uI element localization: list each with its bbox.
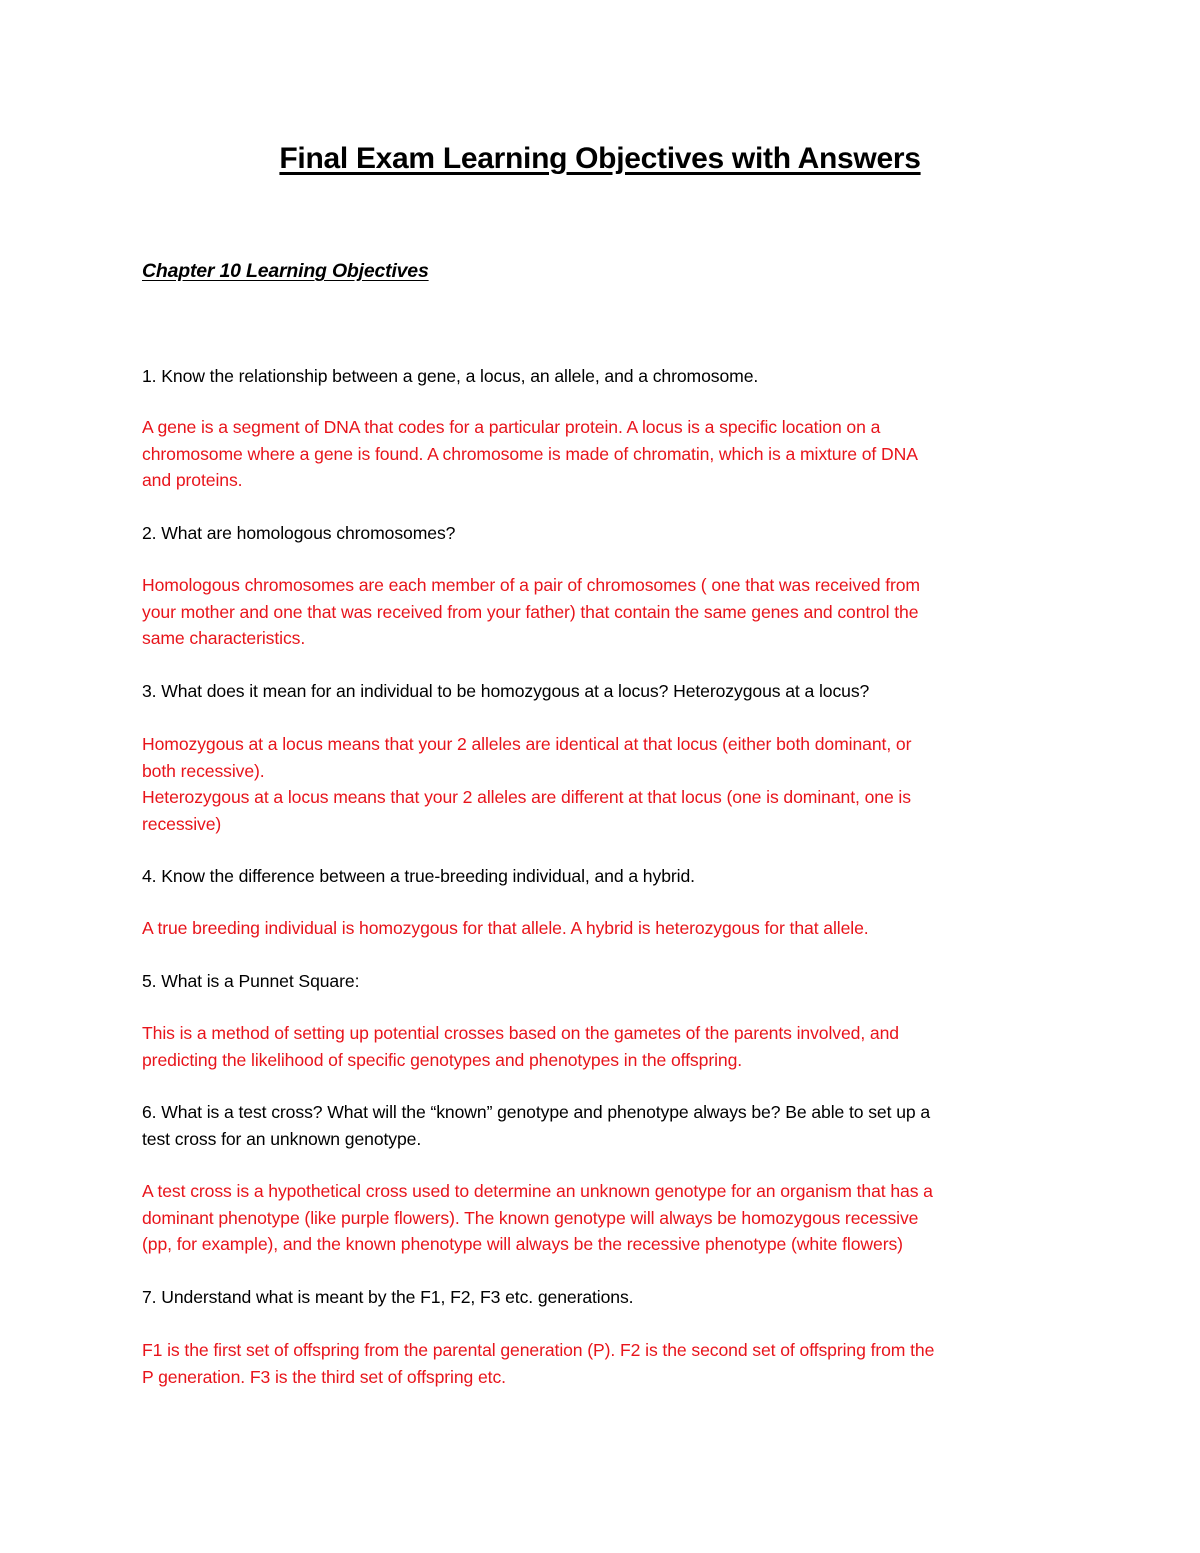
answer-6 xyxy=(142,1178,1062,1258)
answer-2-line: Homologous chromosomes are each member of a pair of chromosomes ( one that was received from xyxy=(142,575,920,595)
answer-6-line: dominant phenotype (like purple flowers). The known genotype will always be homozygous recessive xyxy=(142,1207,919,1228)
answer-1-line: chromosome where a gene is found. A chromosome is made of chromatin, which is a mixture of DNA xyxy=(142,443,918,464)
answer-4-line: A true breeding individual is homozygous for that allele. A hybrid is heterozygous for that allele. xyxy=(142,918,869,938)
answer-4 xyxy=(142,915,1062,942)
answer-5-line: predicting the likelihood of specific genotypes and phenotypes in the offspring. xyxy=(142,1049,743,1070)
answer-2-line: your mother and one that was received from your father) that contain the same genes and control the xyxy=(142,601,919,622)
answer-1-line: A gene is a segment of DNA that codes for a particular protein. A locus is a specific location on a xyxy=(142,417,881,437)
answer-3-line: both recessive). xyxy=(142,760,265,781)
answer-1 xyxy=(142,414,1062,494)
answer-2 xyxy=(142,572,1062,652)
question-5: 5. What is a Punnet Square: xyxy=(142,971,360,991)
question-7: 7. Understand what is meant by the F1, F2, F3 etc. generations. xyxy=(142,1287,634,1307)
answer-7-line: P generation. F3 is the third set of offspring etc. xyxy=(142,1366,506,1387)
answer-6-line: (pp, for example), and the known phenotype will always be the recessive phenotype (white flowers) xyxy=(142,1234,903,1254)
answer-7 xyxy=(142,1337,1062,1390)
answer-3-line: Homozygous at a locus means that your 2 alleles are identical at that locus (either both dominant, or xyxy=(142,734,912,754)
answer-3-line: recessive) xyxy=(142,813,222,834)
answer-1-line: and proteins. xyxy=(142,470,243,490)
answer-2-line: same characteristics. xyxy=(142,628,306,648)
chapter-heading: Chapter 10 Learning Objectives xyxy=(142,260,429,282)
question-2: 2. What are homologous chromosomes? xyxy=(142,523,456,543)
question-6-line: test cross for an unknown genotype. xyxy=(142,1128,422,1149)
question-6-line: 6. What is a test cross? What will the “known” genotype and phenotype always be? Be able to set up a xyxy=(142,1102,931,1122)
document-title: Final Exam Learning Objectives with Answers xyxy=(279,142,921,175)
question-1: 1. Know the relationship between a gene, a locus, an allele, and a chromosome. xyxy=(142,366,759,386)
question-4: 4. Know the difference between a true-breeding individual, and a hybrid. xyxy=(142,866,695,886)
question-3: 3. What does it mean for an individual to be homozygous at a locus? Heterozygous at a locus? xyxy=(142,681,870,701)
answer-6-line: A test cross is a hypothetical cross used to determine an unknown genotype for an organism that has a xyxy=(142,1181,933,1201)
answer-5-line: This is a method of setting up potential crosses based on the gametes of the parents involved, and xyxy=(142,1023,899,1043)
answer-5 xyxy=(142,1020,1062,1073)
answer-3-line: Heterozygous at a locus means that your 2 alleles are different at that locus (one is dominant, one is xyxy=(142,787,911,807)
answer-3 xyxy=(142,731,1062,837)
question-6 xyxy=(142,1099,1062,1152)
answer-7-line: F1 is the first set of offspring from the parental generation (P). F2 is the second set of offspring from the xyxy=(142,1340,935,1360)
